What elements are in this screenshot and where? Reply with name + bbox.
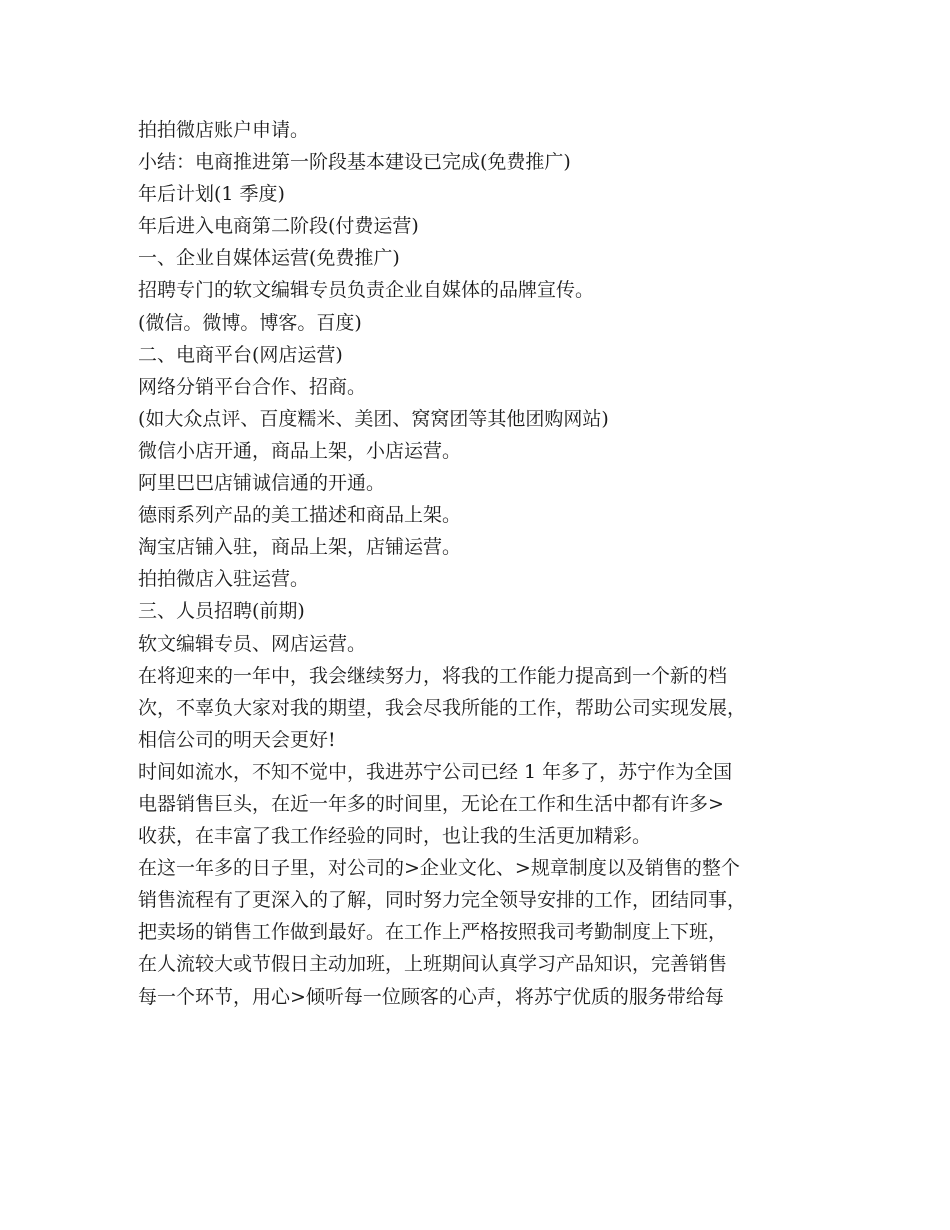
- document-body: [138, 114, 828, 1013]
- paragraph-line: 电器销售巨头，在近一年多的时间里，无论在工作和生活中都有许多>: [138, 792, 724, 815]
- text-line: 网络分销平台合作、招商。: [138, 375, 367, 398]
- text-line: 淘宝店铺入驻，商品上架，店铺运营。: [138, 536, 462, 559]
- text-line: (如大众点评、百度糯米、美团、窝窝团等其他团购网站): [138, 407, 609, 430]
- paragraph-line: 时间如流水，不知不觉中，我进苏宁公司已经 1 年多了，苏宁作为全国: [138, 760, 733, 783]
- text-line: (微信。微博。博客。百度): [138, 311, 362, 334]
- text-line: 微信小店开通，商品上架，小店运营。: [138, 439, 462, 462]
- text-line: 招聘专门的软文编辑专员负责企业自媒体的品牌宣传。: [138, 279, 595, 302]
- text-line: 拍拍微店账户申请。: [138, 119, 310, 141]
- paragraph-line: 销售流程有了更深入的了解，同时努力完全领导安排的工作，团结同事，: [138, 889, 747, 912]
- text-line: 年后进入电商第二阶段(付费运营): [138, 215, 419, 238]
- paragraph-line: 次，不辜负大家对我的期望，我会尽我所能的工作，帮助公司实现发展，: [138, 696, 747, 719]
- paragraph-line: 在将迎来的一年中，我会继续努力，将我的工作能力提高到一个新的档: [138, 664, 728, 687]
- text-line: 小结：电商推进第一阶段基本建设已完成(免费推广): [138, 151, 571, 174]
- text-line: 阿里巴巴店铺诚信通的开通。: [138, 472, 386, 495]
- text-line: 年后计划(1 季度): [138, 183, 285, 206]
- text-line: 软文编辑专员、网店运营。: [138, 632, 367, 655]
- paragraph-line: 每一个环节，用心>倾听每一位顾客的心声，将苏宁优质的服务带给每: [138, 985, 724, 1008]
- section-heading: 三、人员招聘(前期): [138, 600, 305, 623]
- paragraph-line: 收获，在丰富了我工作经验的同时，也让我的生活更加精彩。: [138, 825, 652, 848]
- text-line: 德雨系列产品的美工描述和商品上架。: [138, 504, 462, 527]
- text-line: 拍拍微店入驻运营。: [138, 568, 310, 591]
- section-heading: 二、电商平台(网店运营): [138, 343, 343, 366]
- paragraph-line: 把卖场的销售工作做到最好。在工作上严格按照我司考勤制度上下班，: [138, 921, 728, 944]
- paragraph-line: 在人流较大或节假日主动加班，上班期间认真学习产品知识，完善销售: [138, 953, 728, 976]
- section-heading: 一、企业自媒体运营(免费推广): [138, 247, 400, 270]
- paragraph-line: 在这一年多的日子里，对公司的>企业文化、>规章制度以及销售的整个: [138, 857, 740, 880]
- paragraph-line: 相信公司的明天会更好!: [138, 728, 336, 751]
